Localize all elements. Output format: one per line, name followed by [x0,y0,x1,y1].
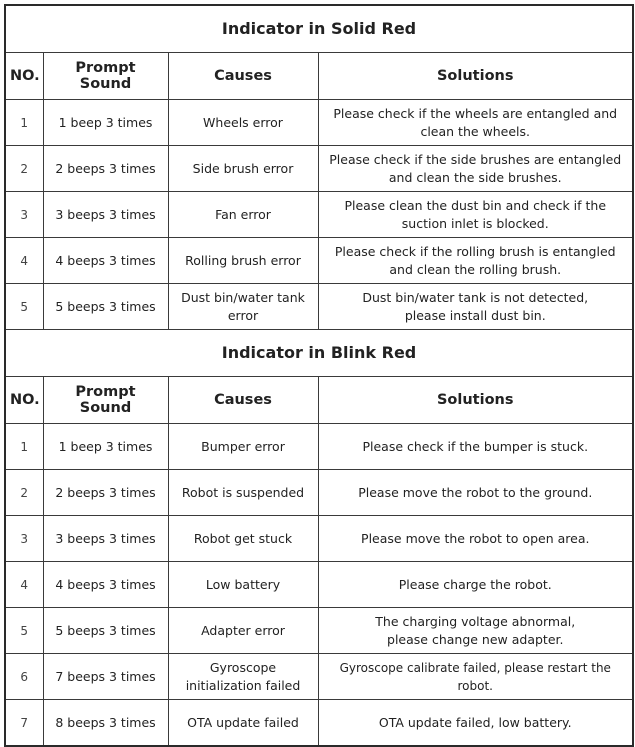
solution: Gyroscope calibrate failed, please restart the robot. [318,654,633,700]
prompt-sound: 3 beeps 3 times [43,516,168,562]
cause: Rolling brush error [168,238,318,284]
prompt-sound: 2 beeps 3 times [43,470,168,516]
solution-line: and clean the rolling brush. [389,261,562,277]
table-row [5,238,633,284]
row-number: 2 [5,470,43,516]
cause [168,284,318,330]
table-row [5,424,633,470]
solution-line: Please check if the wheels are entangled and [333,105,618,121]
table-row [5,146,633,192]
solution: Please move the robot to open area. [318,516,633,562]
prompt-sound: 1 beep 3 times [43,424,168,470]
error-indicator-table [4,4,634,747]
row-number: 1 [5,100,43,146]
solution [318,192,633,238]
header-no: NO. [5,377,43,424]
header-causes: Causes [168,377,318,424]
row-number: 5 [5,608,43,654]
row-number: 4 [5,562,43,608]
solution-line: clean the wheels. [420,123,531,139]
prompt-sound: 1 beep 3 times [43,100,168,146]
solid-header-row [5,53,633,100]
header-prompt-sound: Prompt Sound [43,53,168,100]
solution-line: Please check if the side brushes are entangled [329,151,622,167]
row-number: 5 [5,284,43,330]
cause: Wheels error [168,100,318,146]
prompt-sound: 8 beeps 3 times [43,700,168,747]
row-number: 3 [5,192,43,238]
blink-section-title: Indicator in Blink Red [5,330,633,377]
cause [168,654,318,700]
header-causes: Causes [168,53,318,100]
cause-line: initialization failed [185,677,301,693]
prompt-sound: 5 beeps 3 times [43,284,168,330]
row-number: 1 [5,424,43,470]
cause: Low battery [168,562,318,608]
solution [318,284,633,330]
row-number: 2 [5,146,43,192]
cause: Robot is suspended [168,470,318,516]
solution-line: Please check if the rolling brush is entangled [334,243,616,259]
solution-line: Please clean the dust bin and check if the [344,197,607,213]
table-row [5,700,633,747]
table-row [5,562,633,608]
cause-line: Dust bin/water tank [181,289,305,305]
error-indicator-document [4,4,632,747]
header-prompt-sound: Prompt Sound [43,377,168,424]
solution [318,238,633,284]
table-row [5,100,633,146]
cause: Side brush error [168,146,318,192]
cause-line: Gyroscope [209,659,277,675]
table-row [5,284,633,330]
row-number: 7 [5,700,43,747]
table-row [5,192,633,238]
solution-line: The charging voltage abnormal, [375,613,576,629]
solution [318,608,633,654]
cause: Adapter error [168,608,318,654]
header-solutions: Solutions [318,53,633,100]
table-row [5,516,633,562]
solid-section-title-row [5,5,633,53]
solution: OTA update failed, low battery. [318,700,633,747]
header-no: NO. [5,53,43,100]
solution-line: Dust bin/water tank is not detected, [362,289,589,305]
prompt-sound: 2 beeps 3 times [43,146,168,192]
cause: Robot get stuck [168,516,318,562]
prompt-sound: 5 beeps 3 times [43,608,168,654]
prompt-sound: 3 beeps 3 times [43,192,168,238]
row-number: 6 [5,654,43,700]
solution [318,146,633,192]
cause: OTA update failed [168,700,318,747]
row-number: 4 [5,238,43,284]
solution-line: and clean the side brushes. [388,169,562,185]
solution: Please charge the robot. [318,562,633,608]
blink-header-row [5,377,633,424]
solution [318,100,633,146]
cause: Fan error [168,192,318,238]
table-row [5,608,633,654]
cause-line: error [227,307,259,323]
table-row [5,470,633,516]
row-number: 3 [5,516,43,562]
solution: Please move the robot to the ground. [318,470,633,516]
solution-line: please install dust bin. [404,307,546,323]
solid-section-title: Indicator in Solid Red [5,5,633,53]
table-row [5,654,633,700]
header-solutions: Solutions [318,377,633,424]
solution-line: please change new adapter. [387,631,564,647]
blink-section-title-row [5,330,633,377]
prompt-sound: 7 beeps 3 times [43,654,168,700]
prompt-sound: 4 beeps 3 times [43,238,168,284]
solution-line: suction inlet is blocked. [401,215,549,231]
prompt-sound: 4 beeps 3 times [43,562,168,608]
cause: Bumper error [168,424,318,470]
solution: Please check if the bumper is stuck. [318,424,633,470]
